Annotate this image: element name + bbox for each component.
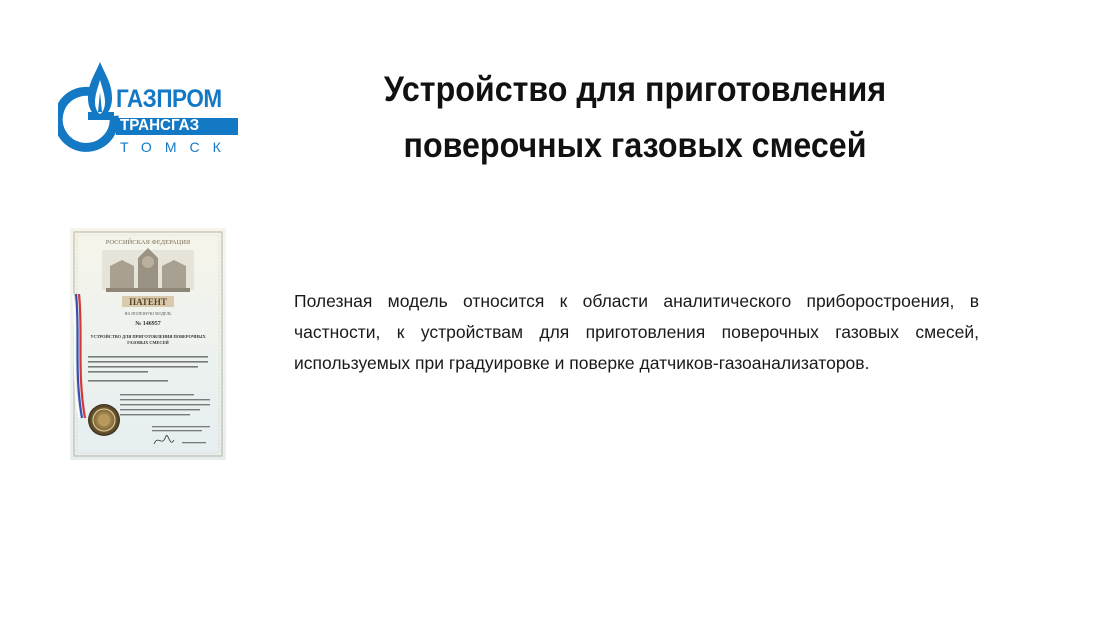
logo-text-gazprom: ГАЗПРОМ [116, 85, 222, 113]
svg-text:УСТРОЙСТВО ДЛЯ ПРИГОТОВЛЕНИЯ П: УСТРОЙСТВО ДЛЯ ПРИГОТОВЛЕНИЯ ПОВЕРОЧНЫХ [90, 334, 206, 339]
patent-certificate-image [62, 222, 234, 466]
patent-header-text: РОССИЙСКАЯ ФЕДЕРАЦИЯ [105, 239, 191, 246]
gazprom-transgaz-tomsk-logo [58, 58, 242, 164]
logo-text-transgaz: ТРАНСГАЗ [120, 117, 200, 134]
svg-text:НА ПОЛЕЗНУЮ МОДЕЛЬ: НА ПОЛЕЗНУЮ МОДЕЛЬ [124, 311, 172, 316]
svg-text:ГАЗОВЫХ СМЕСЕЙ: ГАЗОВЫХ СМЕСЕЙ [127, 340, 169, 345]
patent-number: № 146957 [135, 321, 161, 327]
patent-heading: ПАТЕНТ [129, 297, 167, 307]
description-text: Полезная модель относится к области аналитического приборостроения, в частности, к устройствам для приготовления поверочных газовых смесей, используемых при градуировке и поверке датчиков-газоанализаторов. [294, 291, 979, 373]
page-title: Устройство для приготовления поверочных газовых смесей [383, 70, 887, 165]
logo-text-tomsk: ТОМСК [120, 139, 234, 155]
